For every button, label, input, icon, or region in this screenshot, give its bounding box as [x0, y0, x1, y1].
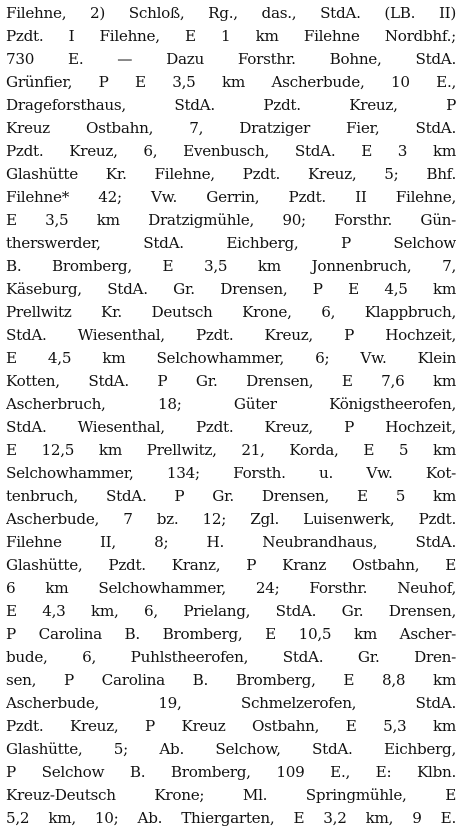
text-line: Prellwitz Kr. Deutsch Krone, 6, Klappbruch, [6, 303, 456, 321]
text-line: Filehne, 2) Schloß, Rg., das., StdA. (LB. II) [6, 4, 456, 22]
text-line: E 3,5 km Dratzigmühle, 90; Forsthr. Gün- [6, 211, 456, 229]
text-line: sen, P Carolina B. Bromberg, E 8,8 km [6, 671, 456, 689]
text-line: 6 km Selchowhammer, 24; Forsthr. Neuhof, [6, 579, 456, 597]
text-line: 5,2 km, 10; Ab. Thiergarten, E 3,2 km, 9 E. [6, 809, 456, 827]
text-line: Filehne* 42; Vw. Gerrin, Pzdt. II Filehne, [6, 188, 456, 206]
text-line: StdA. Wiesenthal, Pzdt. Kreuz, P Hochzeit, [6, 418, 456, 436]
text-line: P Selchow B. Bromberg, 109 E., E: Klbn. [6, 763, 456, 781]
text-line: Glashütte Kr. Filehne, Pzdt. Kreuz, 5; Bhf. [6, 165, 456, 183]
text-line: Kreuz-Deutsch Krone; Ml. Springmühle, E [6, 786, 456, 804]
text-line: Ascherbude, 7 bz. 12; Zgl. Luisenwerk, Pzdt. [6, 510, 456, 528]
text-line: Pzdt. Kreuz, 6, Evenbusch, StdA. E 3 km [6, 142, 456, 160]
text-line: B. Bromberg, E 3,5 km Jonnenbruch, 7, [6, 257, 456, 275]
text-line: Kotten, StdA. P Gr. Drensen, E 7,6 km [6, 372, 456, 390]
text-line: E 12,5 km Prellwitz, 21, Korda, E 5 km [6, 441, 456, 459]
text-line: Pzdt. Kreuz, P Kreuz Ostbahn, E 5,3 km [6, 717, 456, 735]
text-line: Selchowhammer, 134; Forsth. u. Vw. Kot- [6, 464, 456, 482]
text-line: tenbruch, StdA. P Gr. Drensen, E 5 km [6, 487, 456, 505]
text-line: Ascherbude, 19, Schmelzerofen, StdA. [6, 694, 456, 712]
document-page [6, 0, 456, 840]
text-line: bude, 6, Puhlstheerofen, StdA. Gr. Dren- [6, 648, 456, 666]
text-line: Glashütte, Pzdt. Kranz, P Kranz Ostbahn, E [6, 556, 456, 574]
text-line: Drageforsthaus, StdA. Pzdt. Kreuz, P [6, 96, 456, 114]
text-line: Glashütte, 5; Ab. Selchow, StdA. Eichberg, [6, 740, 456, 758]
text-line: Grünfier, P E 3,5 km Ascherbude, 10 E., [6, 73, 456, 91]
text-line: 730 E. — Dazu Forsthr. Bohne, StdA. [6, 50, 456, 68]
text-line: Kreuz Ostbahn, 7, Dratziger Fier, StdA. [6, 119, 456, 137]
text-line: therswerder, StdA. Eichberg, P Selchow [6, 234, 456, 252]
text-line: Ascherbruch, 18; Güter Königstheerofen, [6, 395, 456, 413]
text-line: Filehne II, 8; H. Neubrandhaus, StdA. [6, 533, 456, 551]
text-line: Pzdt. I Filehne, E 1 km Filehne Nordbhf.; [6, 27, 456, 45]
text-line: Käseburg, StdA. Gr. Drensen, P E 4,5 km [6, 280, 456, 298]
text-line: P Carolina B. Bromberg, E 10,5 km Ascher- [6, 625, 456, 643]
text-line: StdA. Wiesenthal, Pzdt. Kreuz, P Hochzeit, [6, 326, 456, 344]
text-line: E 4,3 km, 6, Prielang, StdA. Gr. Drensen, [6, 602, 456, 620]
text-line: E 4,5 km Selchowhammer, 6; Vw. Klein [6, 349, 456, 367]
